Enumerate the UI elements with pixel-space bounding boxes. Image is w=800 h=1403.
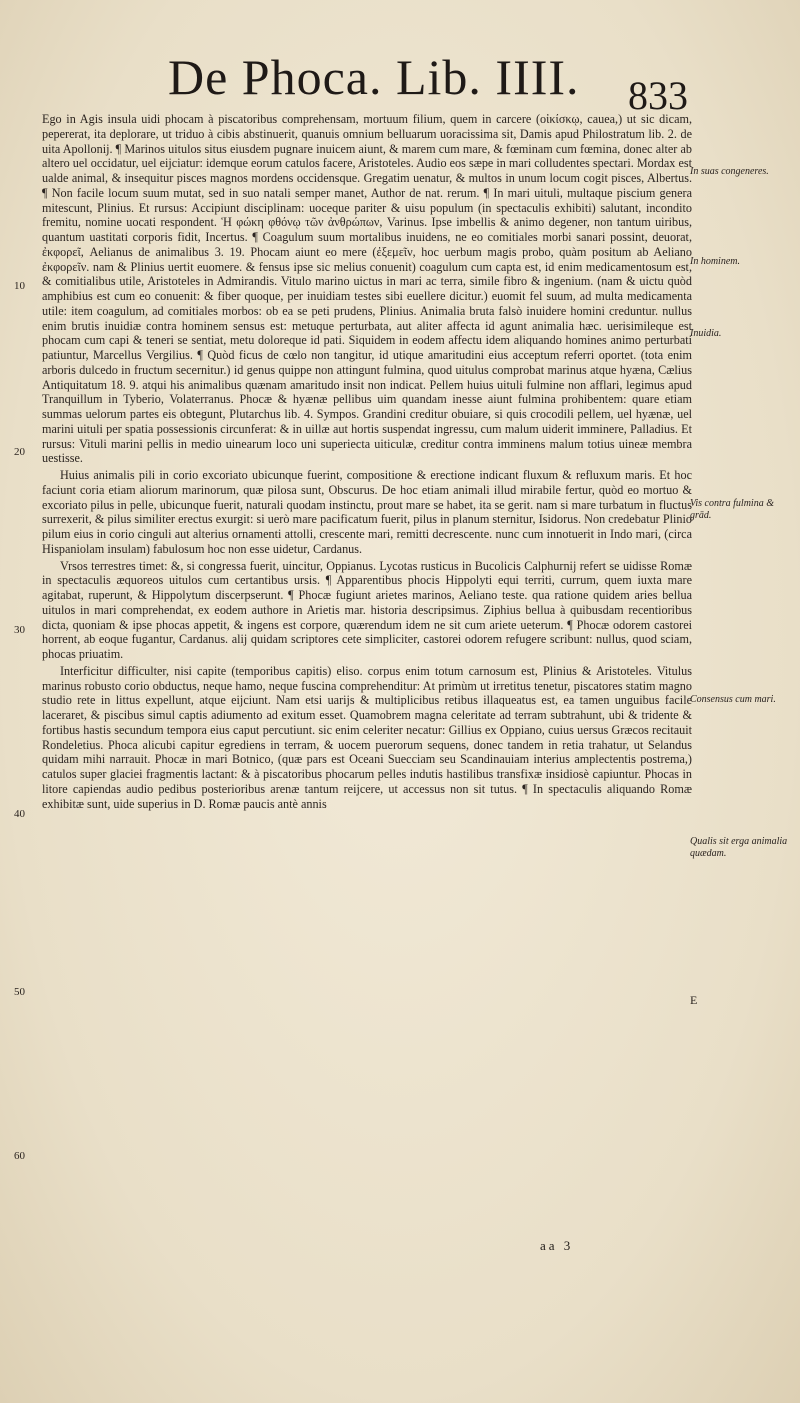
page-number: 833 [628, 73, 688, 118]
line-number: 60 [14, 1150, 25, 1162]
margin-note: Vis contra fulmina & grād. [690, 498, 774, 521]
line-number: 50 [14, 986, 25, 998]
line-number: 20 [14, 446, 25, 458]
margin-note: In suas congeneres. [690, 166, 769, 177]
margin-note: In hominem. [690, 256, 740, 267]
signature-mark: aa 3 [540, 1238, 574, 1253]
margin-note: Consensus cum mari. [690, 694, 776, 705]
body-text [42, 112, 692, 811]
margin-note: E [690, 993, 698, 1007]
paragraph: Huius animalis pili in corio excoriato ubicunque fuerint, compositione & erectione indicant fluxum & refluxum maris. Et hoc faciunt coria etiam aliorum marinorum, quæ pilosa sunt, Obscurus. De hoc etiam animali illud mirabile fertur, quòd eo mortuo & excoriato pilus in pelle, ubicunque fuerit, naturali quodam instinctu, prout mare se habet, ita se gerit. nam si mare turbatum in fluctus surrexerit, & pilus similiter erectus exurgit: si uerò mare pacificatum fuerit, pilus in planum sternitur, Isidorus. Non credebatur Plinio pilum eius in corio cinguli aut alterius ornamenti attolli, crescente mari, remitti decrescente. nunc cum innotuerit in Indo mari, (circa Hispaniolam insulam) fabulosum hoc non esse uidetur, Cardanus. [42, 468, 692, 556]
paragraph: Vrsos terrestres timet: &, si congressa fuerit, uincitur, Oppianus. Lycotas rusticus in Bucolicis Calphurnij refert se uidisse Romæ in spectaculis æquoreos uitulos cum certantibus ursis. ¶ Apparentibus phocis Hippolyti equi territi, currum, quem iuxta mare agitabat, ruperunt, & Hippolytum discerpserunt. ¶ Phocæ fugiunt arietes marinos, Aeliano teste. qua ratione quidem aries bellua uitulos in mari comprehendat, ex eodem authore in Arietis mar. historia descripsimus. Ziphius bellua à quibusdam recentioribus dicta, quoniam & ipse phocas appetit, & ingens est corpore, quærendum idem ne sit cum ariete ueterum. ¶ Phocæ odorem castorei horrent, ab eoque fugantur, Cardanus. alij quidam scriptores cete simpliciter, castorei odorem refugere scribunt: nullus, quod sciam, phocas priuatim. [42, 558, 692, 661]
margin-note: Qualis sit erga animalia quædam. [690, 836, 788, 859]
paragraph: Ego in Agis insula uidi phocam à piscatoribus comprehensam, mortuum filium, quem in carcere (οἰκίσκῳ, cauea,) ut sic dicam, pepererat, ita deplorare, ut triduo à cibis abstinuerit, quanuis omnium belluarum uoracissima sit, Damis apud Philostratum lib. 2. de uita Apollonij. ¶ Marinos uitulos situs eiusdem pugnare inuicem aiunt, & marem cum mare, & fœminam cum fœmina, donec alter ab altero uel occidatur, uel eijciatur: idemque eorum catulos facere, Aristoteles. Audio eos sæpe in mari colludentes spectari. Mordax est ualde animal, & insequitur pisces magnos mordens occidensque. Gregatim uenatur, & multos in unum locum cogit pisces, Albertus. ¶ Non facile locum suum mutat, sed in suo natali semper manet, Author de nat. rerum. ¶ In mari uituli, multaque piscium genera mitescunt, Plinius. Et rursus: Accipiunt disciplinam: uoceque pariter & uisu populum (in spectaculis exhibiti) salutant, incondito fremitu, nomine uocati respondent. Ἡ φώκη φθόνῳ τῶν ἀνθρώπων, Varinus. Ipse imbellis & animo degener, non tantum uiribus, quantum uastitati corporis fidit, Incertus. ¶ Coagulum suum mortalibus inuidens, ne eo comitiales morbi sanari possint, deuorat, ἐκφορεῖ, Aelianus de animalibus 3. 19. Phocam aiunt eo mere (ἐξεμεῖν, hoc uerbum magis probo, quàm positum ab Aeliano ἐκφορεῖν. nam & Plinius uertit euomere. & fensus ipse sic melius conuenit) coagulum cum capta est, id enim medicamentosum est, & comitialibus utile, Aristoteles in Admirandis. Vitulo marino uictus in mari ac terra, simile fibro & ingenium. (nam & uictu quòd amphibius est cum eo conuenit: & fiber quoque, per inuidiam testes sibi euellere dicitur.) euomit fel suum, ad multa medicamenta utile: item coagulum, ad comitiales morbos: ob ea se peti prudens, Plinius. Animalia bruta falsò inuidere homini creduntur. nullus enim brutis inuidiæ contra hominem sensus est: metuque perturbata, aut aliter affecta id agunt animalia hæc. uerisimileque est phocam cum capi & teneri se sentiat, metu doloreque id pati. Siquidem in eodem affectu idem aliquando homines animo perturbati patiuntur, Marcellus Vergilius. ¶ Quòd ficus de cœlo non tangitur, id utique amaritudini eius acceptum referri oportet. (tota enim arboris dulcedo in fructum secernitur.) id genus quippe non attingunt fulmina, quod uitulus comprobat marinus atque hyæna, Cælius Antiquitatum 18. 9. atqui his animalibus quænam amaritudo insit non indicat. Pellem huius uituli fulmine non afflari, legimus apud Tranquillum in Tyberio, Volaterranus. Phocæ & hyænæ pellibus uim quandam inesse aiunt fulmina prohibentem: quare etiam summas uelorum partes eis obtegunt, Plutarchus lib. 4. Sympos. Grandini creditur obuiare, si quis crocodili pellem, uel hyænæ, uel marini uituli per spatia possessionis circunferat: & in uillæ aut hortis suspendat ingressu, cum malum uiderit imminere, Palladius. Et rursus: Vituli marini pellis in medio uinearum loco uni superiecta uiticulæ, creditur contra imminens malum totius uineæ membra uestisse. [42, 112, 692, 466]
running-title: De Phoca. Lib. IIII. [168, 49, 580, 105]
line-number: 40 [14, 808, 25, 820]
margin-note: Inuidia. [690, 328, 722, 339]
paragraph: Interficitur difficulter, nisi capite (temporibus capitis) eliso. corpus enim totum carnosum est, Plinius & Aristoteles. Vitulus marinus robusto corio obductus, neque hamo, neque fuscina comprehenditur: At primùm ut irretitus tenetur, piscatores statim magno studio rete in littus expellunt, atque eijciunt. Nam etsi uarijs & multiplicibus retibus illaqueatus est, ea tamen unguibus facile laceraret, & piscibus simul captis adiumento ad exitum esset. Quamobrem magna celeritate ad terram subtrahunt, ubi & tridente & fortibus hastis secundum tempora eius caput percutiunt. sic enim celeriter necatur: Gillius ex Oppiano, cuius uersus Græcos recitauit Rondeletius. Phoca alicubi capitur egrediens in terram, & uocem puerorum sequens, donec tandem in retia trahatur, ut Selandus quidam mihi narrauit. Phocæ in mari Botnico, (quæ pars est Oceani Suecciam seu Scandinauiam interius amplectentis postrema,) catulos super glaciei fragmentis lactant: & à piscatoribus phocarum pelles indutis hastilibus transfixæ insidiosè capiuntur. Phocas in litore capiendas audio pedibus posterioribus arenæ tantum reijcere, ut accessus non sit tutus. ¶ In spectaculis aliquando Romæ exhibitæ sunt, uide superius in D. Romæ paucis antè annis [42, 663, 692, 811]
line-number: 30 [14, 624, 25, 636]
line-number: 10 [14, 280, 25, 292]
